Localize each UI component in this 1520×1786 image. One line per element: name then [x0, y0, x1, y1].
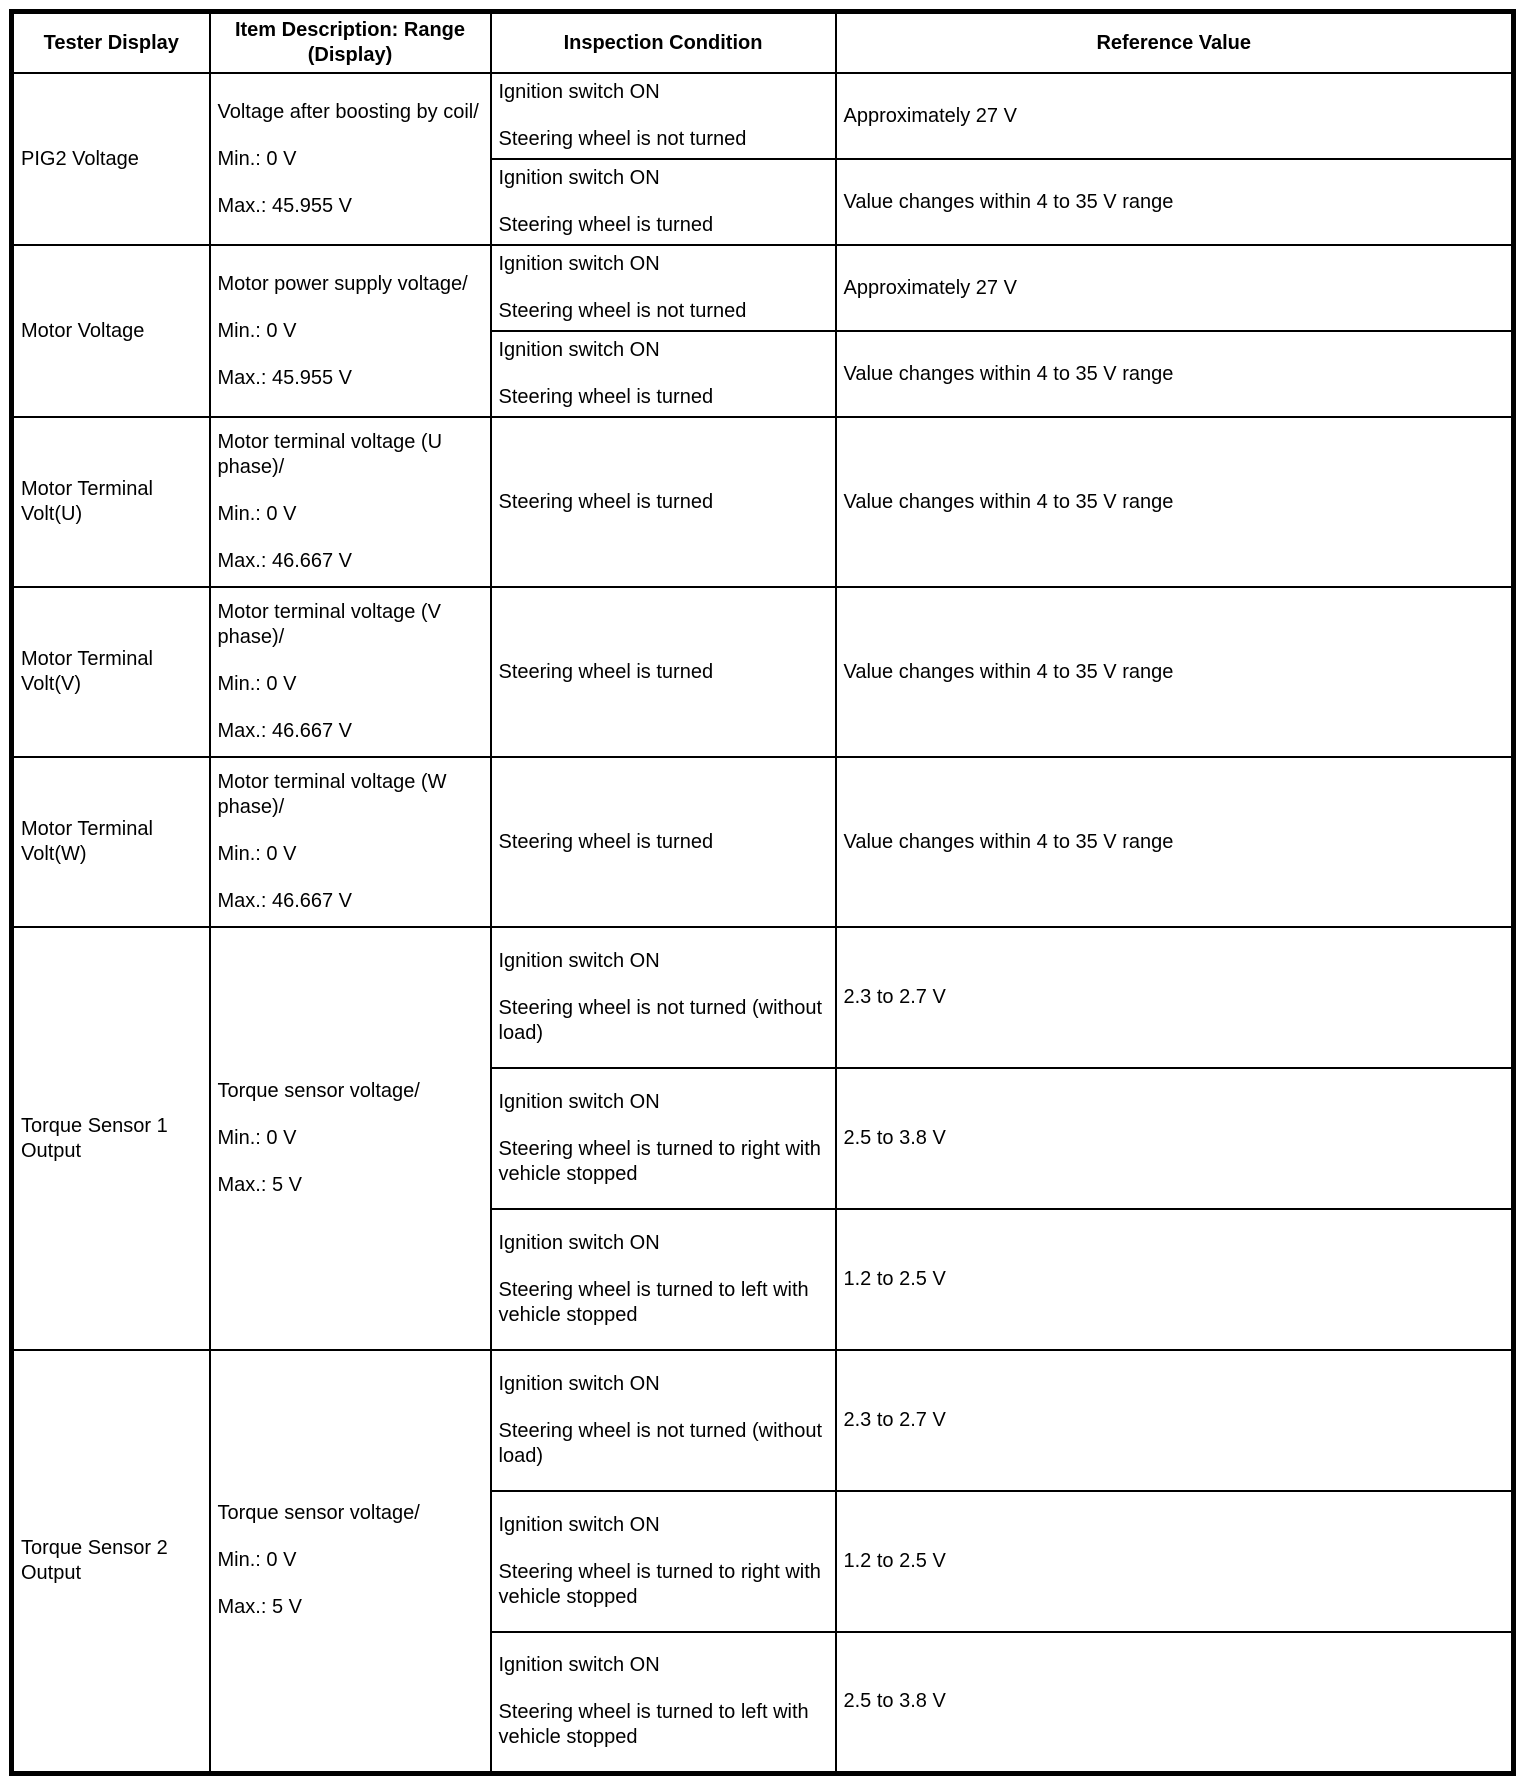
inspection-condition-line: Ignition switch ON: [498, 81, 660, 103]
inspection-condition-line: Ignition switch ON: [498, 1232, 660, 1254]
inspection-condition-cell: [491, 757, 836, 927]
reference-value-cell: Approximately 27 V: [836, 73, 1514, 159]
inspection-condition-cell: [491, 417, 836, 587]
inspection-condition-cell: [491, 1350, 836, 1491]
item-description-line: Max.: 5 V: [217, 1596, 302, 1619]
inspection-condition-cell: [491, 73, 836, 159]
inspection-condition-cell: [491, 331, 836, 417]
reference-value-cell: Value changes within 4 to 35 V range: [836, 417, 1514, 587]
item-description-line: Min.: 0 V: [217, 1549, 297, 1572]
inspection-condition-line: Ignition switch ON: [498, 253, 660, 275]
inspection-condition-line: Steering wheel is turned: [498, 490, 714, 513]
reference-value-cell: 2.5 to 3.8 V: [836, 1068, 1514, 1209]
item-description-line: Max.: 5 V: [217, 1174, 302, 1196]
inspection-condition-cell: [491, 927, 836, 1068]
inspection-condition-line: Steering wheel is turned: [498, 386, 714, 408]
item-description-line: Motor terminal voltage (W phase)/: [217, 771, 447, 818]
tester-display-cell: Motor Terminal Volt(U): [12, 417, 210, 587]
inspection-condition-line: Ignition switch ON: [498, 1514, 660, 1536]
reference-value-cell: 1.2 to 2.5 V: [836, 1491, 1514, 1632]
inspection-condition-cell: [491, 1632, 836, 1773]
inspection-condition-line: Steering wheel is turned to left with vehicle stopped: [498, 1279, 809, 1326]
tester-display-cell: PIG2 Voltage: [12, 73, 210, 245]
table-row: [12, 417, 1514, 587]
item-description-cell: [210, 927, 491, 1350]
inspection-condition-line: Steering wheel is not turned: [498, 128, 747, 150]
reference-value-cell: 2.3 to 2.7 V: [836, 927, 1514, 1068]
item-description-line: Max.: 46.667 V: [217, 550, 353, 572]
item-description-line: Motor power supply voltage/: [217, 272, 468, 295]
item-description-cell: [210, 1350, 491, 1773]
inspection-condition-line: Steering wheel is turned to right with vehicle stopped: [498, 1138, 821, 1185]
item-description-line: Max.: 45.955 V: [217, 366, 353, 389]
inspection-condition-line: Steering wheel is turned to left with vehicle stopped: [498, 1701, 809, 1749]
item-description-line: Max.: 45.955 V: [217, 194, 353, 217]
reference-value-cell: Value changes within 4 to 35 V range: [836, 331, 1514, 417]
item-description-line: Min.: 0 V: [217, 843, 297, 865]
item-description-line: Min.: 0 V: [217, 319, 297, 342]
tester-display-cell: Motor Voltage: [12, 245, 210, 417]
item-description-cell: [210, 417, 491, 587]
reference-value-cell: Approximately 27 V: [836, 245, 1514, 331]
item-description-line: Max.: 46.667 V: [217, 720, 353, 742]
inspection-condition-cell: [491, 245, 836, 331]
reference-value-cell: Value changes within 4 to 35 V range: [836, 159, 1514, 245]
inspection-condition-line: Ignition switch ON: [498, 167, 660, 189]
item-description-cell: [210, 757, 491, 927]
tester-display-cell: Torque Sensor 1 Output: [12, 927, 210, 1350]
header-tester-display: Tester Display: [12, 12, 210, 74]
item-description-line: Torque sensor voltage/: [217, 1080, 420, 1102]
table-row: [12, 1350, 1514, 1491]
tester-display-cell: Torque Sensor 2 Output: [12, 1350, 210, 1773]
inspection-condition-cell: [491, 159, 836, 245]
tester-display-cell: Motor Terminal Volt(W): [12, 757, 210, 927]
inspection-condition-line: Ignition switch ON: [498, 1654, 660, 1677]
table-row: [12, 757, 1514, 927]
reference-value-table: [9, 9, 1516, 1776]
reference-value-cell: 2.3 to 2.7 V: [836, 1350, 1514, 1491]
inspection-condition-line: Steering wheel is turned to right with vehicle stopped: [498, 1561, 821, 1608]
inspection-condition-line: Steering wheel is turned: [498, 660, 714, 683]
item-description-line: Min.: 0 V: [217, 147, 297, 170]
inspection-condition-cell: [491, 1068, 836, 1209]
inspection-condition-line: Ignition switch ON: [498, 339, 660, 361]
item-description-line: Voltage after boosting by coil/: [217, 100, 479, 123]
inspection-condition-cell: [491, 587, 836, 757]
item-description-line: Min.: 0 V: [217, 673, 297, 695]
inspection-condition-line: Steering wheel is turned: [498, 214, 714, 236]
header-inspection-condition: Inspection Condition: [491, 12, 836, 74]
table-row: [12, 927, 1514, 1068]
reference-value-cell: Value changes within 4 to 35 V range: [836, 757, 1514, 927]
item-description-cell: [210, 245, 491, 417]
item-description-line: Min.: 0 V: [217, 1127, 297, 1149]
item-description-line: Torque sensor voltage/: [217, 1502, 420, 1525]
item-description-line: Max.: 46.667 V: [217, 890, 353, 912]
header-reference-value: Reference Value: [836, 12, 1514, 74]
table-row: [12, 245, 1514, 331]
inspection-condition-line: Steering wheel is not turned: [498, 300, 747, 322]
header-row: [12, 12, 1514, 74]
inspection-condition-cell: [491, 1209, 836, 1350]
item-description-line: Motor terminal voltage (V phase)/: [217, 601, 441, 648]
table-body: [12, 73, 1514, 1773]
table-header: [12, 12, 1514, 74]
table-row: [12, 587, 1514, 757]
inspection-condition-line: Steering wheel is turned: [498, 830, 714, 853]
header-item-description: Item Description: Range (Display): [210, 12, 491, 74]
reference-value-cell: Value changes within 4 to 35 V range: [836, 587, 1514, 757]
inspection-condition-line: Ignition switch ON: [498, 1373, 660, 1395]
item-description-cell: [210, 73, 491, 245]
inspection-condition-cell: [491, 1491, 836, 1632]
item-description-cell: [210, 587, 491, 757]
inspection-condition-line: Steering wheel is not turned (without load): [498, 1420, 823, 1467]
table-row: [12, 73, 1514, 159]
reference-value-cell: 1.2 to 2.5 V: [836, 1209, 1514, 1350]
reference-value-cell: 2.5 to 3.8 V: [836, 1632, 1514, 1773]
item-description-line: Motor terminal voltage (U phase)/: [217, 431, 443, 478]
item-description-line: Min.: 0 V: [217, 503, 297, 525]
inspection-condition-line: Steering wheel is not turned (without load): [498, 997, 823, 1044]
inspection-condition-line: Ignition switch ON: [498, 1091, 660, 1113]
tester-display-cell: Motor Terminal Volt(V): [12, 587, 210, 757]
inspection-condition-line: Ignition switch ON: [498, 950, 660, 972]
